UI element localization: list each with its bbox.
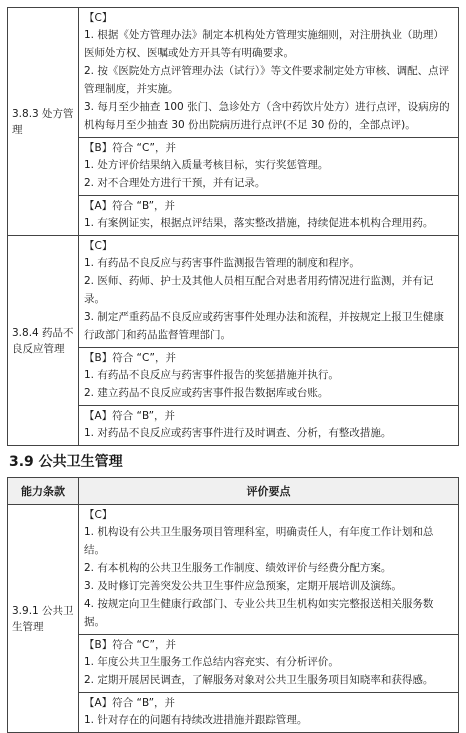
section-heading: 3.9 公共卫生管理: [9, 454, 123, 470]
column-header-clause: 能力条款: [8, 478, 79, 505]
evaluation-points: [79, 236, 459, 446]
criterion-item: 1. 对药品不良反应或药害事件进行及时调查、分析，有整改措施。: [84, 427, 392, 439]
criterion-item: 2. 医师、药师、护士及其他人员相互配合对患者用药情况进行监测，并有记录。: [84, 275, 434, 305]
table-row: [8, 236, 459, 446]
criterion-item: 1. 针对存在的问题有持续改进措施并跟踪管理。: [84, 714, 308, 726]
grade-b-block: [79, 635, 458, 693]
criterion-item: 1. 有案例证实，根据点评结果，落实整改措施，持续促进本机构合理用药。: [84, 217, 434, 229]
grade-heading: 【B】符合 “C”，并: [84, 352, 176, 364]
criteria-table-bottom: [7, 477, 459, 733]
criterion-item: 1. 年度公共卫生服务工作总结内容充实、有分析评价。: [84, 656, 339, 668]
criteria-table-top: [7, 7, 459, 446]
criterion-item: 1. 处方评价结果纳入质量考核目标，实行奖惩管理。: [84, 159, 329, 171]
criterion-item: 2. 按《医院处方点评管理办法（试行）》等文件要求制定处方审核、调配、点评管理制度，并实施。: [84, 65, 450, 95]
grade-b-block: [79, 348, 458, 406]
grade-c-block: [79, 8, 458, 138]
grade-heading: 【B】符合 “C”，并: [84, 639, 176, 651]
criterion-item: 1. 根据《处方管理办法》制定本机构处方管理实施细则，对注册执业（助理）医师处方权、医嘱或处方开具等有明确要求。: [84, 29, 444, 59]
grade-heading: 【C】: [84, 509, 113, 521]
clause-label: 3.8.3 处方管理: [8, 8, 79, 236]
table-row: [8, 505, 459, 733]
grade-heading: 【A】符合 “B”，并: [84, 410, 176, 422]
criterion-item: 2. 建立药品不良反应或药害事件报告数据库或台账。: [84, 387, 329, 399]
criterion-item: 2. 对不合理处方进行干预，并有记录。: [84, 177, 266, 189]
criterion-item: 4. 按规定向卫生健康行政部门、专业公共卫生机构如实完整报送相关服务数据。: [84, 598, 434, 628]
clause-label: 3.8.4 药品不良反应管理: [8, 236, 79, 446]
grade-c-block: [79, 236, 458, 348]
grade-a-block: [79, 693, 458, 732]
column-header-points: 评价要点: [79, 478, 459, 505]
clause-label: 3.9.1 公共卫生管理: [8, 505, 79, 733]
grade-heading: 【C】: [84, 12, 113, 24]
criterion-item: 2. 定期开展居民调查，了解服务对象对公共卫生服务项目知晓率和获得感。: [84, 674, 434, 686]
criterion-item: 3. 制定严重药品不良反应或药害事件处理办法和流程，并按规定上报卫生健康行政部门和药品监督管理部门。: [84, 311, 444, 341]
grade-heading: 【B】符合 “C”，并: [84, 142, 176, 154]
criterion-item: 1. 有药品不良反应与药害事件监测报告管理的制度和程序。: [84, 257, 360, 269]
grade-heading: 【A】符合 “B”，并: [84, 697, 176, 709]
evaluation-points: [79, 505, 459, 733]
criterion-item: 3. 每月至少抽查 100 张门、急诊处方（含中药饮片处方）进行点评，设病房的机构每月至少抽查 30 份出院病历进行点评(不足 30 份的，全部点评)。: [84, 101, 450, 131]
document-page: [7, 7, 459, 733]
table-header-row: [8, 478, 459, 505]
criterion-item: 1. 有药品不良反应与药害事件报告的奖惩措施并执行。: [84, 369, 339, 381]
grade-b-block: [79, 138, 458, 196]
grade-heading: 【A】符合 “B”，并: [84, 200, 176, 212]
criterion-item: 3. 及时修订完善突发公共卫生事件应急预案，定期开展培训及演练。: [84, 580, 402, 592]
grade-a-block: [79, 406, 458, 445]
criterion-item: 1. 机构设有公共卫生服务项目管理科室，明确责任人，有年度工作计划和总结。: [84, 526, 434, 556]
grade-a-block: [79, 196, 458, 235]
grade-c-block: [79, 505, 458, 635]
grade-heading: 【C】: [84, 240, 113, 252]
evaluation-points: [79, 8, 459, 236]
criterion-item: 2. 有本机构的公共卫生服务工作制度、绩效评价与经费分配方案。: [84, 562, 392, 574]
table-row: [8, 8, 459, 236]
